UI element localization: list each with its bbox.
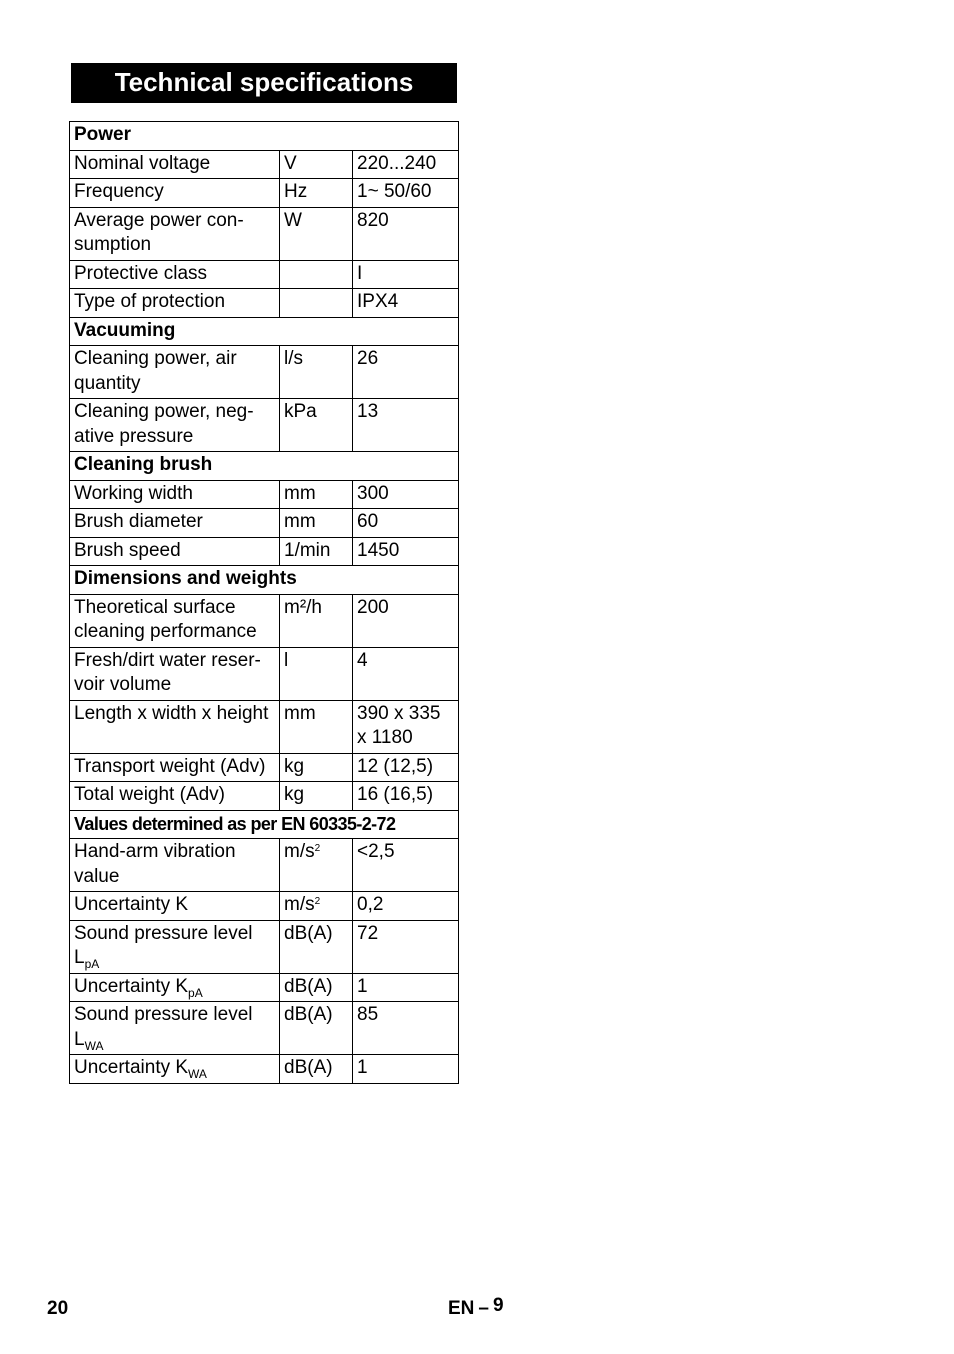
spec-value: 85 bbox=[353, 1002, 459, 1055]
spec-name bbox=[70, 1002, 280, 1055]
spec-name: Cleaning power, neg-ative pressure bbox=[70, 399, 280, 452]
spec-value: 390 x 335 x 1180 bbox=[353, 700, 459, 753]
table-row bbox=[70, 892, 459, 921]
table-row bbox=[70, 753, 459, 782]
spec-name: Nominal voltage bbox=[70, 150, 280, 179]
table-row bbox=[70, 509, 459, 538]
section-header-row bbox=[70, 122, 459, 151]
spec-unit bbox=[280, 839, 353, 892]
spec-value: 60 bbox=[353, 509, 459, 538]
spec-name: Average power con-sumption bbox=[70, 207, 280, 260]
section-header-row bbox=[70, 566, 459, 595]
name-subscript: pA bbox=[188, 985, 203, 1000]
spec-value: 72 bbox=[353, 920, 459, 973]
spec-unit bbox=[280, 892, 353, 921]
unit-text: m/s bbox=[284, 894, 315, 915]
spec-value: 1 bbox=[353, 973, 459, 1002]
table-row bbox=[70, 399, 459, 452]
spec-unit: dB(A) bbox=[280, 973, 353, 1002]
table-row bbox=[70, 647, 459, 700]
spec-value: 200 bbox=[353, 594, 459, 647]
name-subscript: pA bbox=[84, 957, 100, 971]
spec-value: 0,2 bbox=[353, 892, 459, 921]
language-code: EN bbox=[448, 1298, 475, 1319]
spec-value: 1 bbox=[353, 1055, 459, 1084]
table-row bbox=[70, 480, 459, 509]
table-row bbox=[70, 920, 459, 973]
table-row bbox=[70, 700, 459, 753]
spec-name: Brush speed bbox=[70, 537, 280, 566]
spec-unit: m²/h bbox=[280, 594, 353, 647]
section-header-row bbox=[70, 452, 459, 481]
spec-name: Length x width x height bbox=[70, 700, 280, 753]
spec-unit: mm bbox=[280, 480, 353, 509]
spec-unit: 1/min bbox=[280, 537, 353, 566]
spec-name: Frequency bbox=[70, 179, 280, 208]
section-page-number: 9 bbox=[492, 1295, 504, 1316]
table-row bbox=[70, 179, 459, 208]
spec-unit: mm bbox=[280, 700, 353, 753]
section-heading: Power bbox=[70, 122, 459, 151]
table-row bbox=[70, 1055, 459, 1084]
footer-separator: – bbox=[478, 1298, 489, 1319]
spec-unit bbox=[280, 289, 353, 318]
spec-value: 300 bbox=[353, 480, 459, 509]
table-row bbox=[70, 346, 459, 399]
section-heading: Vacuuming bbox=[70, 317, 459, 346]
specifications-table bbox=[69, 121, 459, 1084]
spec-unit: l bbox=[280, 647, 353, 700]
spec-name: Fresh/dirt water reser-voir volume bbox=[70, 647, 280, 700]
spec-unit: l/s bbox=[280, 346, 353, 399]
spec-unit: kPa bbox=[280, 399, 353, 452]
spec-value: 16 (16,5) bbox=[353, 782, 459, 811]
spec-unit: kg bbox=[280, 782, 353, 811]
spec-name bbox=[70, 1055, 280, 1084]
spec-name: Transport weight (Adv) bbox=[70, 753, 280, 782]
spec-unit: V bbox=[280, 150, 353, 179]
spec-name bbox=[70, 920, 280, 973]
spec-name: Hand-arm vibration value bbox=[70, 839, 280, 892]
section-heading: Dimensions and weights bbox=[70, 566, 459, 595]
section-heading: Cleaning brush bbox=[70, 452, 459, 481]
spec-unit bbox=[280, 260, 353, 289]
name-subscript: WA bbox=[188, 1067, 207, 1081]
spec-value: 4 bbox=[353, 647, 459, 700]
name-text: Sound pressure level L bbox=[74, 922, 253, 968]
spec-name: Brush diameter bbox=[70, 509, 280, 538]
spec-unit: dB(A) bbox=[280, 1002, 353, 1055]
spec-name: Working width bbox=[70, 480, 280, 509]
spec-name: Total weight (Adv) bbox=[70, 782, 280, 811]
table-row bbox=[70, 260, 459, 289]
spec-name: Theoretical surface cleaning performance bbox=[70, 594, 280, 647]
unit-superscript: 2 bbox=[314, 896, 321, 907]
spec-name: Uncertainty K bbox=[70, 892, 280, 921]
name-text: Sound pressure level L bbox=[74, 1004, 253, 1050]
name-text: Uncertainty K bbox=[74, 1057, 189, 1078]
footer-section-label bbox=[448, 1295, 504, 1320]
table-row bbox=[70, 1002, 459, 1055]
spec-value: 1~ 50/60 bbox=[353, 179, 459, 208]
spec-value: <2,5 bbox=[353, 839, 459, 892]
spec-value: 12 (12,5) bbox=[353, 753, 459, 782]
page-number: 20 bbox=[47, 1298, 69, 1319]
section-header-row bbox=[70, 317, 459, 346]
spec-name: Cleaning power, air quantity bbox=[70, 346, 280, 399]
spec-name: Type of protection bbox=[70, 289, 280, 318]
spec-value: 13 bbox=[353, 399, 459, 452]
spec-value: 26 bbox=[353, 346, 459, 399]
table-row bbox=[70, 207, 459, 260]
spec-unit: Hz bbox=[280, 179, 353, 208]
spec-name: Protective class bbox=[70, 260, 280, 289]
table-row bbox=[70, 289, 459, 318]
spec-value: 220...240 bbox=[353, 150, 459, 179]
table-row bbox=[70, 150, 459, 179]
spec-unit: W bbox=[280, 207, 353, 260]
spec-unit: kg bbox=[280, 753, 353, 782]
spec-name bbox=[70, 973, 280, 1002]
table-row bbox=[70, 973, 459, 1002]
table-row bbox=[70, 839, 459, 892]
table-row bbox=[70, 782, 459, 811]
spec-value: 820 bbox=[353, 207, 459, 260]
spec-unit: mm bbox=[280, 509, 353, 538]
section-heading: Values determined as per EN 60335-2-72 bbox=[70, 810, 459, 839]
spec-unit: dB(A) bbox=[280, 920, 353, 973]
spec-unit: dB(A) bbox=[280, 1055, 353, 1084]
table-row bbox=[70, 594, 459, 647]
spec-value: IPX4 bbox=[353, 289, 459, 318]
spec-value: I bbox=[353, 260, 459, 289]
section-header-row bbox=[70, 810, 459, 839]
name-subscript: WA bbox=[84, 1038, 104, 1053]
table-row bbox=[70, 537, 459, 566]
spec-value: 1450 bbox=[353, 537, 459, 566]
name-text: Uncertainty K bbox=[74, 975, 189, 997]
page-title: Technical specifications bbox=[71, 63, 457, 103]
unit-superscript: 2 bbox=[314, 843, 321, 854]
unit-text: m/s bbox=[284, 841, 315, 862]
